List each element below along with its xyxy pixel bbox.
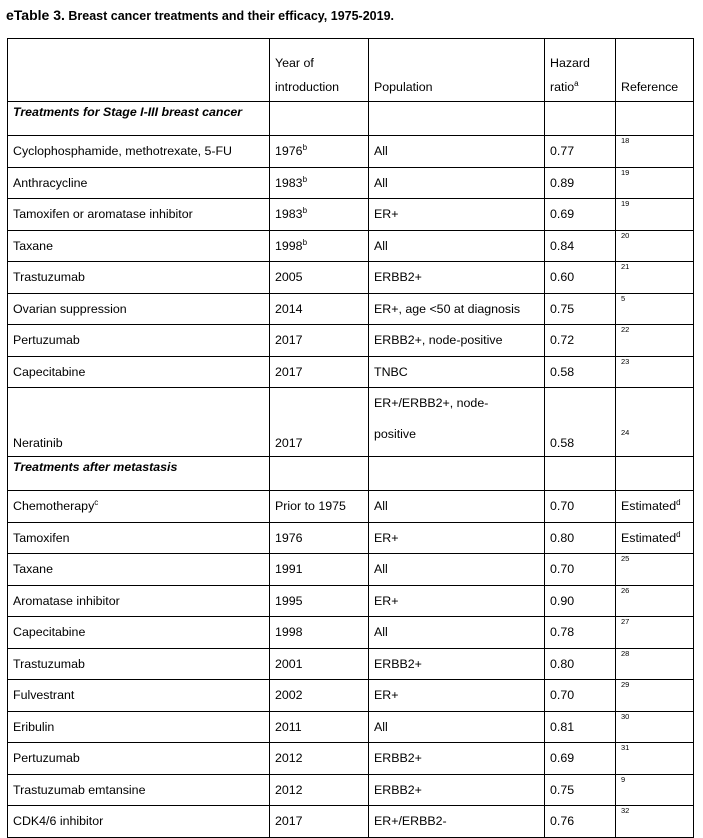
cell-hazard-ratio [545,262,616,294]
cell-treatment [8,325,270,357]
treatment-name: Aromatase inhibitor [13,593,120,608]
table-row [8,230,694,262]
treatment-name: Pertuzumab [13,333,80,348]
cell-reference [616,617,694,649]
cell-year [270,743,369,775]
cell-population [369,491,545,523]
cell-year [270,325,369,357]
hazard-ratio-value: 0.70 [550,688,575,703]
cell-reference [616,743,694,775]
cell-reference [616,711,694,743]
population-value: All [374,238,388,253]
year-value: 2017 [275,814,303,829]
header-year [270,39,369,102]
year-value: 2005 [275,270,303,285]
treatment-name: Taxane [13,562,53,577]
population-value: TNBC [374,364,408,379]
header-year-line1: Year of [275,56,314,70]
population-value: All [374,499,388,514]
cell-hazard-ratio [545,743,616,775]
cell-reference [616,230,694,262]
year-value: Prior to 1975 [275,499,346,514]
cell-treatment [8,743,270,775]
population-value: ERBB2+ [374,656,422,671]
table-row [8,167,694,199]
cell-reference [616,774,694,806]
reference-text: Estimated [621,499,677,514]
treatment-name: Trastuzumab [13,656,85,671]
cell-hazard-ratio [545,491,616,523]
cell-treatment [8,136,270,168]
table-row [8,711,694,743]
cell-population [369,522,545,554]
treatment-name: Pertuzumab [13,751,80,766]
hazard-ratio-value: 0.84 [550,238,575,253]
table-row [8,806,694,838]
cell-treatment [8,680,270,712]
cell-treatment [8,199,270,231]
cell-population [369,680,545,712]
treatment-name: CDK4/6 inhibitor [13,814,104,829]
cell-reference [616,522,694,554]
cell-hazard-ratio [545,199,616,231]
hazard-ratio-value: 0.75 [550,782,575,797]
cell-reference [616,293,694,325]
population-value: ERBB2+ [374,751,422,766]
year-footnote: b [302,206,308,216]
section-title [8,102,270,136]
hazard-ratio-value: 0.80 [550,530,575,545]
cell-treatment [8,711,270,743]
cell-population [369,743,545,775]
cell-population [369,293,545,325]
hazard-ratio-value: 0.60 [550,270,575,285]
table-row [8,293,694,325]
cell-reference [616,167,694,199]
cell-year [270,680,369,712]
cell-reference [616,356,694,388]
year-value: 2011 [275,719,302,734]
population-value: All [374,719,388,734]
cell-hazard-ratio [545,585,616,617]
cell-population [369,230,545,262]
table-row [8,554,694,586]
cell-hazard-ratio [545,648,616,680]
cell-treatment [8,230,270,262]
reference-number: 9 [621,774,626,784]
population-value: ER+ [374,530,399,545]
header-hazard-ratio [545,39,616,102]
cell-year [270,554,369,586]
treatment-name: Chemotherapy [13,499,95,514]
population-value: All [374,175,388,190]
table-row [8,680,694,712]
reference-number: 19 [621,199,630,209]
cell-population [369,388,545,457]
cell-year [270,356,369,388]
year-footnote: b [302,174,308,184]
cell-year [270,617,369,649]
year-value: 1983 [275,175,303,190]
year-value: 2017 [275,436,303,450]
cell-treatment [8,585,270,617]
cell-treatment [8,293,270,325]
section-title-text: Treatments after metastasis [13,460,178,474]
cell-year [270,136,369,168]
cell-year [270,491,369,523]
year-value: 1983 [275,207,303,222]
hazard-ratio-value: 0.58 [550,436,575,450]
reference-number: 20 [621,230,630,240]
reference-number: 31 [621,743,630,753]
header-reference [616,39,694,102]
cell-reference [616,388,694,457]
year-value: 2002 [275,688,303,703]
caption-label: eTable 3. [6,7,65,23]
cell-reference [616,680,694,712]
table-row [8,774,694,806]
hazard-ratio-value: 0.81 [550,719,575,734]
treatment-name: Tamoxifen [13,530,70,545]
cell-treatment [8,522,270,554]
cell-reference [616,199,694,231]
year-value: 2017 [275,333,303,348]
population-value: ER+ [374,688,399,703]
population-value: ERBB2+ [374,782,422,797]
reference-number: 27 [621,617,630,627]
year-value: 1998 [275,625,303,640]
cell-hazard-ratio [545,711,616,743]
year-value: 1976 [275,144,303,159]
reference-text: Estimated [621,530,677,545]
population-value: ER+/ERBB2- [374,814,447,829]
cell-year [270,711,369,743]
population-value: ER+, age <50 at diagnosis [374,301,521,316]
header-reference-label: Reference [621,80,679,94]
population-value: All [374,144,388,159]
cell-year [270,262,369,294]
empty-cell [270,457,369,491]
treatments-table [7,38,694,838]
cell-treatment [8,554,270,586]
hazard-ratio-value: 0.69 [550,207,575,222]
population-value: ER+ [374,207,399,222]
cell-population [369,136,545,168]
table-row [8,388,694,457]
reference-number: 23 [621,356,630,366]
reference-number: 19 [621,167,630,177]
year-value: 1995 [275,593,303,608]
treatment-name: Capecitabine [13,364,86,379]
cell-hazard-ratio [545,293,616,325]
cell-hazard-ratio [545,388,616,457]
caption-title: Breast cancer treatments and their efficacy, 1975-2019. [64,9,394,23]
reference-footnote: d [676,498,681,508]
cell-hazard-ratio [545,617,616,649]
table-row [8,522,694,554]
cell-year [270,230,369,262]
year-value: 1976 [275,530,303,545]
treatment-name: Trastuzumab emtansine [13,782,146,797]
cell-population [369,617,545,649]
reference-number: 24 [621,428,630,437]
cell-population [369,199,545,231]
cell-reference [616,554,694,586]
cell-hazard-ratio [545,230,616,262]
cell-treatment [8,806,270,838]
section-row [8,457,694,491]
reference-number: 21 [621,262,630,272]
table-caption [6,7,394,23]
cell-year [270,648,369,680]
table-row [8,262,694,294]
reference-number: 22 [621,325,630,335]
cell-treatment [8,774,270,806]
cell-year [270,522,369,554]
empty-cell [616,102,694,136]
population-line1: ER+/ERBB2+, node- [374,396,489,410]
year-value: 1998 [275,238,303,253]
section-title [8,457,270,491]
hazard-ratio-value: 0.80 [550,656,575,671]
table-row [8,491,694,523]
section-row [8,102,694,136]
cell-population [369,711,545,743]
treatment-name: Taxane [13,238,53,253]
hazard-ratio-value: 0.76 [550,814,575,829]
table-row [8,199,694,231]
cell-population [369,774,545,806]
treatment-name: Capecitabine [13,625,86,640]
hazard-ratio-value: 0.75 [550,301,575,316]
cell-reference [616,648,694,680]
cell-reference [616,325,694,357]
hazard-ratio-value: 0.58 [550,364,575,379]
header-treatment [8,39,270,102]
cell-hazard-ratio [545,806,616,838]
cell-hazard-ratio [545,522,616,554]
hazard-ratio-value: 0.77 [550,144,575,159]
hazard-ratio-value: 0.70 [550,562,575,577]
cell-treatment [8,388,270,457]
year-footnote: b [302,237,308,247]
year-value: 2014 [275,301,303,316]
table-row [8,617,694,649]
year-value: 2012 [275,782,303,797]
cell-year [270,199,369,231]
cell-year [270,806,369,838]
empty-cell [616,457,694,491]
empty-cell [369,102,545,136]
cell-reference [616,491,694,523]
cell-population [369,648,545,680]
section-title-text: Treatments for Stage I-III breast cancer [13,105,243,119]
cell-hazard-ratio [545,136,616,168]
cell-treatment [8,491,270,523]
cell-population [369,262,545,294]
header-population [369,39,545,102]
treatment-footnote: c [94,498,99,508]
table-row [8,648,694,680]
year-value: 2017 [275,364,303,379]
hazard-ratio-value: 0.90 [550,593,575,608]
year-footnote: b [302,143,308,153]
population-value: ERBB2+, node-positive [374,333,503,348]
reference-number: 18 [621,136,630,146]
header-row [8,39,694,102]
header-hr-line1: Hazard [550,56,590,70]
reference-number: 29 [621,680,630,690]
cell-population [369,356,545,388]
reference-number: 28 [621,648,630,658]
year-value: 2012 [275,751,303,766]
empty-cell [545,102,616,136]
hazard-ratio-value: 0.78 [550,625,575,640]
cell-year [270,585,369,617]
header-year-line2: introduction [275,80,340,94]
cell-population [369,585,545,617]
year-value: 1991 [275,562,303,577]
reference-number: 26 [621,585,630,595]
cell-treatment [8,356,270,388]
treatment-name: Cyclophosphamide, methotrexate, 5-FU [13,144,233,159]
population-value: All [374,625,388,640]
cell-treatment [8,167,270,199]
population-value [374,388,539,450]
table-body [8,102,694,838]
cell-hazard-ratio [545,325,616,357]
reference-number: 25 [621,554,630,564]
table-row [8,743,694,775]
empty-cell [545,457,616,491]
cell-hazard-ratio [545,554,616,586]
reference-footnote: d [676,529,681,539]
cell-reference [616,262,694,294]
treatment-name: Neratinib [13,436,63,450]
cell-population [369,167,545,199]
reference-number: 5 [621,293,626,303]
header-population-label: Population [374,80,433,94]
treatment-name: Ovarian suppression [13,301,127,316]
table-row [8,325,694,357]
hazard-ratio-value: 0.69 [550,751,575,766]
hazard-ratio-value: 0.89 [550,175,575,190]
cell-treatment [8,648,270,680]
cell-year [270,774,369,806]
population-value: ER+ [374,593,399,608]
reference-number: 30 [621,711,630,721]
cell-reference [616,136,694,168]
population-value: ERBB2+ [374,270,422,285]
cell-population [369,554,545,586]
population-line2: positive [374,427,417,441]
cell-hazard-ratio [545,167,616,199]
header-hr-line2 [550,79,610,95]
cell-treatment [8,262,270,294]
treatment-name: Tamoxifen or aromatase inhibitor [13,207,193,222]
year-value: 2001 [275,656,303,671]
cell-year [270,388,369,457]
cell-population [369,806,545,838]
cell-hazard-ratio [545,356,616,388]
treatment-name: Trastuzumab [13,270,85,285]
treatment-name: Eribulin [13,719,55,734]
reference-number: 32 [621,806,630,816]
cell-reference [616,806,694,838]
cell-hazard-ratio [545,774,616,806]
hazard-ratio-value: 0.70 [550,499,575,514]
cell-treatment [8,617,270,649]
empty-cell [270,102,369,136]
treatment-name: Fulvestrant [13,688,75,703]
cell-population [369,325,545,357]
treatment-name: Anthracycline [13,175,88,190]
population-value: All [374,562,388,577]
table-row [8,585,694,617]
header-hr-footnote: a [574,78,579,88]
cell-year [270,167,369,199]
cell-reference [616,585,694,617]
table-row [8,356,694,388]
hazard-ratio-value: 0.72 [550,333,575,348]
header-hr-text: ratio [550,80,575,94]
cell-hazard-ratio [545,680,616,712]
empty-cell [369,457,545,491]
cell-year [270,293,369,325]
table-row [8,136,694,168]
